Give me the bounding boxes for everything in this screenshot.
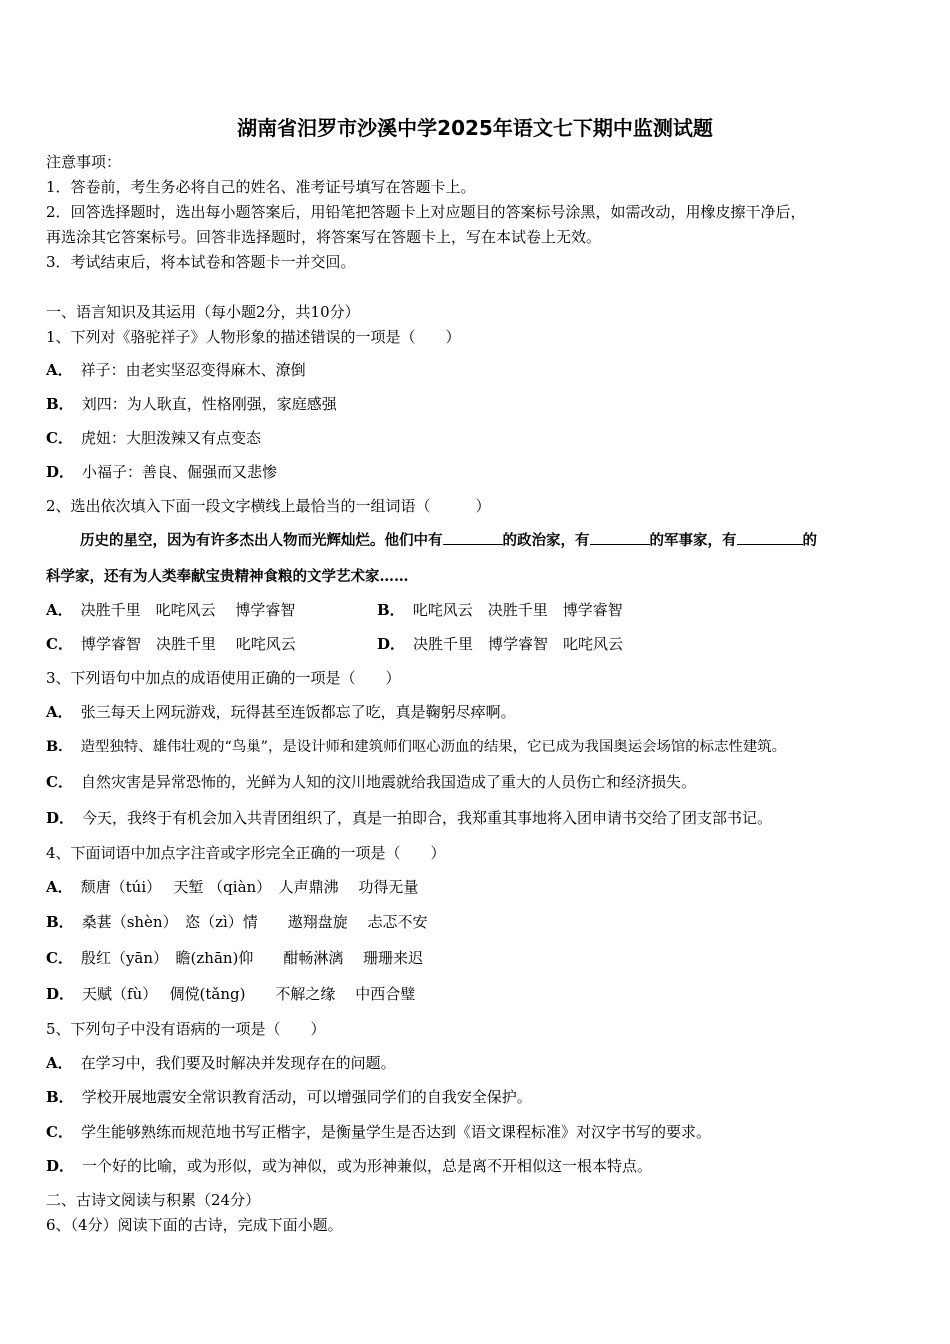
question-stem: 4、下面词语中加点字注音或字形完全正确的一项是（ ） xyxy=(46,844,446,862)
option-b: B． 叱咤风云 决胜千里 博学睿智 xyxy=(377,601,623,619)
option-b: B． 学校开展地震安全常识教育活动，可以增强同学们的自我安全保护。 xyxy=(46,1088,532,1106)
answer-blank xyxy=(443,530,503,545)
option-d: D． 小福子：善良、倔强而又悲惨 xyxy=(46,463,278,481)
section-heading: 二、古诗文阅读与积累（24分） xyxy=(46,1191,261,1209)
page-title: 湖南省汨罗市沙溪中学2025年语文七下期中监测试题 xyxy=(237,116,713,140)
answer-blank xyxy=(737,530,803,545)
question-stem: 5、下列句子中没有语病的一项是（ ） xyxy=(46,1020,326,1038)
option-b: B． 刘四：为人耿直，性格刚强，家庭感强 xyxy=(46,395,337,413)
option-a: A． 张三每天上网玩游戏，玩得甚至连饭都忘了吃，真是鞠躬尽瘁啊。 xyxy=(46,703,516,721)
option-d: D． 天赋（fù） 倜傥(tǎng) 不解之缘 中西合璧 xyxy=(46,985,416,1003)
option-d: D． 决胜千里 博学睿智 叱咤风云 xyxy=(377,635,624,653)
question-stem: 3、下列语句中加点的成语使用正确的一项是（ ） xyxy=(46,669,401,687)
passage-line: 科学家，还有为人类奉献宝贵精神食粮的文学艺术家…… xyxy=(46,568,409,585)
option-c: C． 学生能够熟练而规范地书写正楷字，是衡量学生是否达到《语文课程标准》对汉字书写的要求。 xyxy=(46,1123,711,1141)
notice-item: 1．答卷前，考生务必将自己的姓名、准考证号填写在答题卡上。 xyxy=(46,178,476,196)
notice-item: 2．回答选择题时，选出每小题答案后，用铅笔把答题卡上对应题目的答案标号涂黑，如需改动，用橡皮擦干净后， xyxy=(46,203,806,221)
option-a: A． 决胜千里 叱咤风云 博学睿智 xyxy=(46,601,296,619)
option-c: C． 自然灾害是异常恐怖的，光鲜为人知的汶川地震就给我国造成了重大的人员伤亡和经济损失。 xyxy=(46,773,696,791)
notice-item: 再选涂其它答案标号。回答非选择题时，将答案写在答题卡上，写在本试卷上无效。 xyxy=(46,228,602,246)
option-a: A． 在学习中，我们要及时解决并发现存在的问题。 xyxy=(46,1054,396,1072)
option-c: C． 博学睿智 决胜千里 叱咤风云 xyxy=(46,635,296,653)
option-a: A． 祥子：由老实坚忍变得麻木、潦倒 xyxy=(46,361,306,379)
option-a: A． 颓唐（túi） 天堑 （qiàn） 人声鼎沸 功得无量 xyxy=(46,878,419,896)
option-b: B． 造型独特、雄伟壮观的“鸟巢”，是设计师和建筑师们呕心沥血的结果，它已成为我国奥运会场馆的标志性建筑。 xyxy=(46,738,787,755)
passage-line: 历史的星空，因为有许多杰出人物而光辉灿烂。他们中有 的政治家，有 的军事家，有 的 xyxy=(80,532,817,549)
answer-blank xyxy=(590,530,650,545)
question-stem: 2、选出依次填入下面一段文字横线上最恰当的一组词语（ ） xyxy=(46,497,491,515)
option-c: C． 虎妞：大胆泼辣又有点变态 xyxy=(46,429,261,447)
option-c: C． 殷红（yān） 瞻(zhān)仰 酣畅淋漓 珊珊来迟 xyxy=(46,949,424,967)
option-d: D． 一个好的比喻，或为形似，或为神似，或为形神兼似，总是离不开相似这一根本特点。 xyxy=(46,1157,653,1175)
option-b: B． 桑葚（shèn） 恣（zì）情 遨翔盘旋 忐忑不安 xyxy=(46,913,428,931)
notice-item: 3．考试结束后，将本试卷和答题卡一并交回。 xyxy=(46,253,356,271)
question-stem: 1、下列对《骆驼祥子》人物形象的描述错误的一项是（ ） xyxy=(46,328,461,346)
option-d: D． 今天，我终于有机会加入共青团组织了，真是一拍即合，我郑重其事地将入团申请书交给了团支部书记。 xyxy=(46,809,773,827)
section-heading: 一、语言知识及其运用（每小题2分，共10分） xyxy=(46,303,360,321)
notice-heading: 注意事项： xyxy=(46,153,122,171)
question-stem: 6、（4分）阅读下面的古诗，完成下面小题。 xyxy=(46,1216,343,1234)
